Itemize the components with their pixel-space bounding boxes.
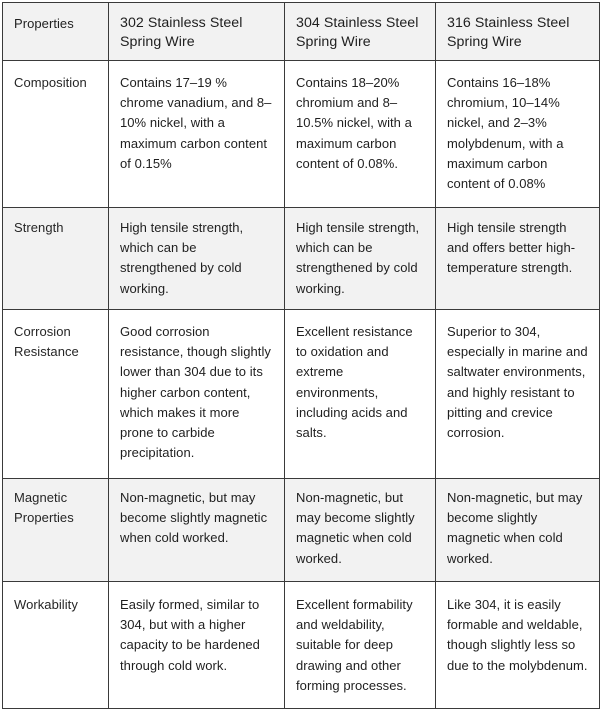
row-strength	[3, 208, 600, 310]
cell-302: High tensile strength, which can be strengthened by cold working.	[109, 208, 285, 310]
row-label: Strength	[3, 208, 109, 310]
row-composition	[3, 61, 600, 208]
header-316: 316 Stainless Steel Spring Wire	[436, 3, 600, 61]
cell-302: Good corrosion resistance, though slightly lower than 304 due to its higher carbon content, which makes it more prone to carbide precipitation.	[109, 310, 285, 479]
cell-304: High tensile strength, which can be strengthened by cold working.	[285, 208, 436, 310]
row-corrosion-resistance	[3, 310, 600, 479]
header-302: 302 Stainless Steel Spring Wire	[109, 3, 285, 61]
comparison-table	[2, 2, 600, 709]
row-workability	[3, 582, 600, 709]
row-label: Composition	[3, 61, 109, 208]
cell-304: Contains 18–20% chromium and 8–10.5% nickel, with a maximum carbon content of 0.08%.	[285, 61, 436, 208]
cell-304: Excellent resistance to oxidation and extreme environments, including acids and salts.	[285, 310, 436, 479]
header-304: 304 Stainless Steel Spring Wire	[285, 3, 436, 61]
cell-302: Easily formed, similar to 304, but with a higher capacity to be hardened through cold work.	[109, 582, 285, 709]
cell-316: Contains 16–18% chromium, 10–14% nickel, and 2–3% molybdenum, with a maximum carbon content of 0.08%	[436, 61, 600, 208]
cell-316: High tensile strength and offers better high-temperature strength.	[436, 208, 600, 310]
cell-316: Like 304, it is easily formable and weldable, though slightly less so due to the molybdenum.	[436, 582, 600, 709]
cell-302: Contains 17–19 % chrome vanadium, and 8–10% nickel, with a maximum carbon content of 0.15%	[109, 61, 285, 208]
row-magnetic-properties	[3, 479, 600, 582]
cell-304: Non-magnetic, but may become slightly magnetic when cold worked.	[285, 479, 436, 582]
header-row	[3, 3, 600, 61]
header-properties: Properties	[3, 3, 109, 61]
cell-302: Non-magnetic, but may become slightly magnetic when cold worked.	[109, 479, 285, 582]
cell-316: Non-magnetic, but may become slightly magnetic when cold worked.	[436, 479, 600, 582]
cell-316: Superior to 304, especially in marine and saltwater environments, and highly resistant to pitting and crevice corrosion.	[436, 310, 600, 479]
row-label: Workability	[3, 582, 109, 709]
cell-304: Excellent formability and weldability, suitable for deep drawing and other forming processes.	[285, 582, 436, 709]
row-label: Magnetic Properties	[3, 479, 109, 582]
row-label: Corrosion Resistance	[3, 310, 109, 479]
